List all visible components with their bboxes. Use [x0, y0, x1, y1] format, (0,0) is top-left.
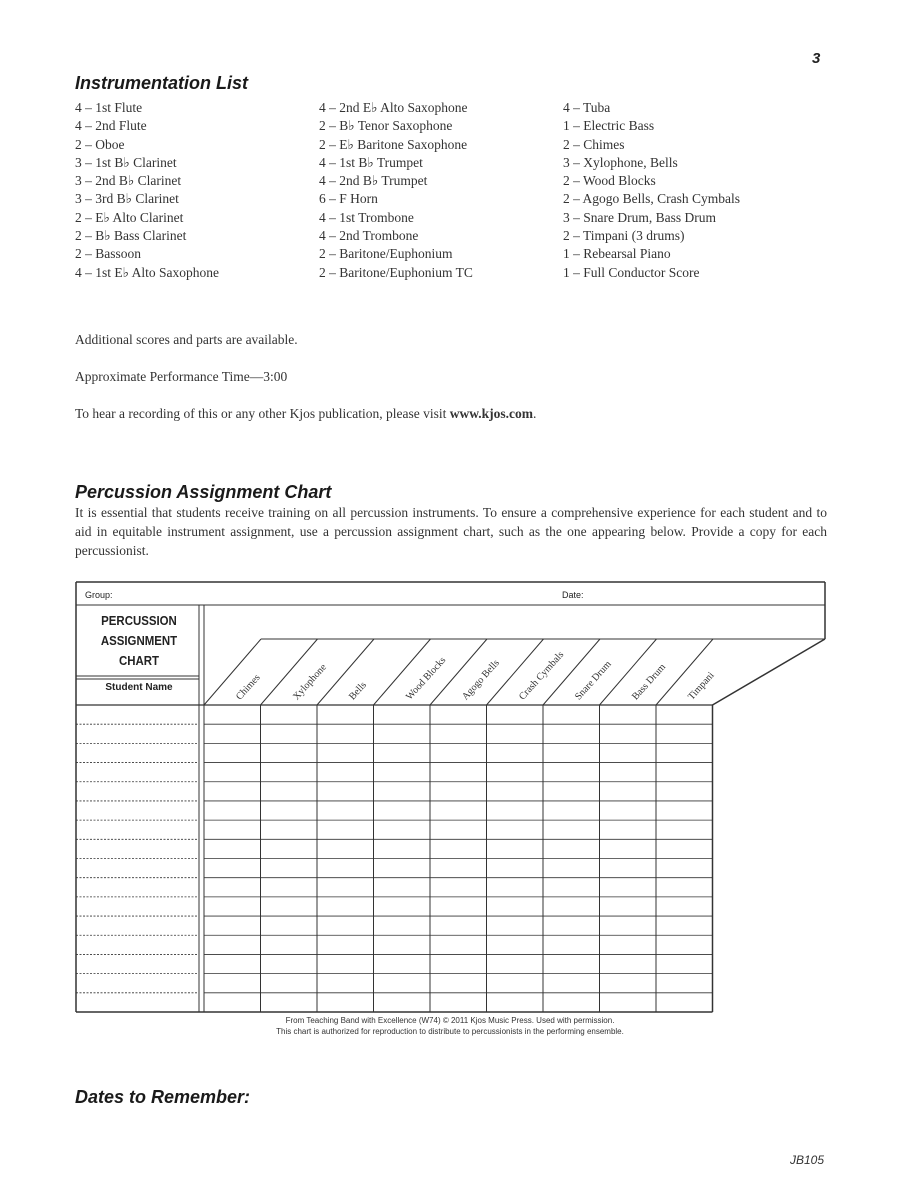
instrument-label: Snare Drum	[573, 658, 614, 703]
instrument-label: Chimes	[234, 672, 263, 703]
chart-title-line: CHART	[118, 653, 160, 668]
instrumentation-heading: Instrumentation List	[75, 73, 249, 93]
instrument-header-diagonal	[261, 639, 318, 705]
list-item: 2 – Chimes	[563, 136, 625, 152]
list-item: 4 – 1st Trombone	[319, 209, 414, 225]
list-item: 1 – Electric Bass	[563, 118, 655, 134]
instrument-label: Timpani	[686, 670, 717, 703]
chart-title-line: PERCUSSION	[101, 613, 177, 628]
footer-code: JB105	[790, 1153, 825, 1167]
instrument-label: Bells	[347, 679, 369, 703]
performance-time-note: Approximate Performance Time—3:00	[75, 369, 288, 384]
instrument-label: Crash Cymbals	[516, 649, 566, 703]
list-item: 2 – E♭ Baritone Saxophone	[319, 136, 468, 152]
instrument-label: Wood Blocks	[403, 654, 448, 703]
list-item: 3 – 2nd B♭ Clarinet	[75, 173, 182, 189]
credit-line: From Teaching Band with Excellence (W74) © 2011 Kjos Music Press. Used with permission.	[285, 1016, 615, 1025]
list-item: 2 – E♭ Alto Clarinet	[75, 209, 184, 225]
list-item: 2 – Oboe	[75, 136, 125, 152]
list-item: 4 – 1st Flute	[75, 100, 143, 115]
list-item: 3 – Snare Drum, Bass Drum	[563, 209, 716, 225]
chart-title	[87, 611, 191, 671]
chart-border-slant	[713, 639, 826, 705]
chart-credit	[75, 1015, 825, 1037]
chart-title-line: ASSIGNMENT	[100, 633, 178, 648]
list-item: 3 – 1st B♭ Clarinet	[75, 154, 177, 170]
percussion-heading: Percussion Assignment Chart	[75, 482, 332, 502]
instrument-label: Agogo Bells	[460, 657, 502, 703]
additional-scores-note: Additional scores and parts are available.	[75, 332, 298, 347]
list-item: 4 – 2nd Trombone	[319, 228, 419, 244]
recording-note-period: .	[532, 406, 537, 421]
list-item: 4 – 2nd Flute	[75, 118, 147, 134]
student-name-header: Student Name	[105, 682, 173, 693]
list-item: 2 – Agogo Bells, Crash Cymbals	[563, 191, 741, 207]
list-item: 2 – Baritone/Euphonium	[319, 246, 453, 262]
list-item: 3 – 3rd B♭ Clarinet	[75, 191, 179, 207]
instrument-label: Xylophone	[290, 661, 329, 703]
list-item: 4 – 1st B♭ Trumpet	[319, 154, 423, 170]
list-item: 2 – Timpani (3 drums)	[563, 228, 685, 244]
list-item: 4 – 1st E♭ Alto Saxophone	[75, 264, 219, 280]
kjos-website-link[interactable]: www.kjos.com	[449, 406, 533, 421]
instrument-header-diagonal	[204, 639, 261, 705]
date-label: Date:	[562, 590, 584, 600]
instrument-label: Bass Drum	[629, 661, 668, 703]
list-item: 2 – B♭ Bass Clarinet	[75, 228, 187, 244]
percussion-intro: It is essential that students receive training on all percussion instruments. To ensure a comprehensive experience for each student and to aid in equitable instrument assignment, use a percussion assignment chart, such as the one appearing below. Provide a copy for each percussionist.	[75, 505, 827, 558]
list-item: 2 – B♭ Tenor Saxophone	[319, 118, 453, 134]
list-item: 1 – Full Conductor Score	[563, 264, 700, 280]
list-item: 4 – 2nd B♭ Trumpet	[319, 173, 428, 189]
page-number: 3	[812, 50, 821, 67]
list-item: 3 – Xylophone, Bells	[563, 154, 678, 170]
instrument-header-diagonal	[374, 639, 431, 705]
list-item: 2 – Baritone/Euphonium TC	[319, 264, 473, 280]
list-item: 2 – Bassoon	[75, 246, 142, 262]
list-item: 6 – F Horn	[319, 191, 378, 207]
group-label: Group:	[85, 590, 113, 600]
list-item: 4 – Tuba	[563, 100, 611, 115]
recording-note-text: To hear a recording of this or any other Kjos publication, please visit	[75, 406, 450, 421]
dates-heading: Dates to Remember:	[75, 1087, 251, 1107]
list-item: 2 – Wood Blocks	[563, 173, 656, 189]
list-item: 4 – 2nd E♭ Alto Saxophone	[319, 100, 468, 115]
list-item: 1 – Rebearsal Piano	[563, 246, 671, 262]
credit-line: This chart is authorized for reproduction to distribute to percussionists in the performing ensemble.	[276, 1027, 624, 1036]
